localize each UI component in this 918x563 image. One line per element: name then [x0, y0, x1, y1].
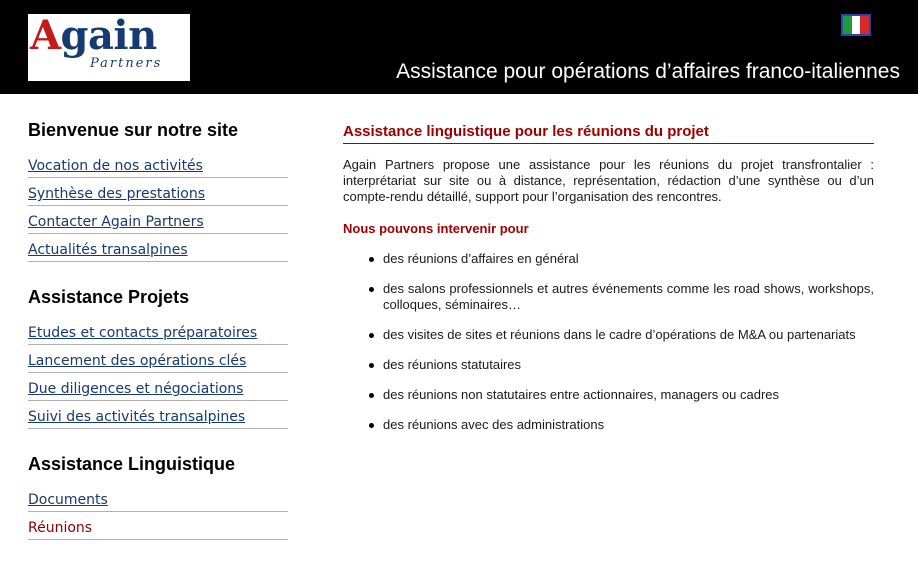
header-bar — [0, 0, 918, 94]
site-title: Assistance pour opérations d’affaires franco-italiennes — [396, 60, 900, 83]
sub-heading: Nous pouvons intervenir pour — [343, 221, 529, 236]
list-item: des visites de sites et réunions dans le cadre d’opérations de M&A ou partenariats — [343, 327, 874, 343]
nav-link-lancement[interactable]: Lancement des opérations clés — [28, 353, 247, 369]
list-item: des réunions non statutaires entre actionnaires, managers ou cadres — [343, 387, 874, 403]
section-title: Assistance Projets — [28, 287, 190, 307]
nav-item — [28, 207, 288, 234]
sidebar-section-projets — [28, 285, 288, 429]
nav-item — [28, 346, 288, 373]
nav-link-contacter[interactable]: Contacter Again Partners — [28, 214, 204, 230]
page-title: Assistance linguistique pour les réunions du projet — [343, 123, 874, 144]
nav-link-vocation[interactable]: Vocation de nos activités — [28, 158, 203, 174]
sidebar — [28, 118, 288, 563]
intro-paragraph: Again Partners propose une assistance pour les réunions du projet transfrontalier : interprétariat sur site ou à distance, représentation, rédaction d’une synthèse ou d’un compte-rendu détaillé, support pour l’organisation des rencontres. — [343, 157, 874, 204]
sidebar-section-linguistique — [28, 452, 288, 540]
bullet-list — [343, 251, 874, 433]
logo[interactable] — [28, 14, 190, 81]
nav-list — [28, 318, 288, 429]
logo-subtitle: Partners — [90, 56, 163, 71]
nav-item — [28, 151, 288, 178]
list-item: des salons professionnels et autres événements comme les road shows, workshops, colloques, séminaires… — [343, 281, 874, 313]
nav-item — [28, 235, 288, 262]
list-item: des réunions avec des administrations — [343, 417, 874, 433]
nav-link-synthese[interactable]: Synthèse des prestations — [28, 186, 206, 202]
main-content — [343, 123, 874, 447]
nav-list — [28, 151, 288, 262]
nav-item — [28, 513, 288, 540]
section-title: Assistance Linguistique — [28, 454, 236, 474]
nav-link-documents[interactable]: Documents — [28, 492, 108, 508]
section-title: Bienvenue sur notre site — [28, 120, 239, 140]
list-item: des réunions statutaires — [343, 357, 874, 373]
sidebar-section-bienvenue — [28, 118, 288, 262]
nav-link-actualites[interactable]: Actualités transalpines — [28, 242, 188, 258]
nav-list — [28, 485, 288, 540]
nav-link-due-diligences[interactable]: Due diligences et négociations — [28, 381, 244, 397]
nav-link-suivi[interactable]: Suivi des activités transalpines — [28, 409, 246, 425]
nav-item — [28, 402, 288, 429]
nav-item — [28, 485, 288, 512]
list-item: des réunions d’affaires en général — [343, 251, 874, 267]
logo-wordmark: Again — [30, 12, 157, 59]
nav-link-etudes[interactable]: Etudes et contacts préparatoires — [28, 325, 258, 341]
nav-item — [28, 318, 288, 345]
nav-link-reunions[interactable]: Réunions — [28, 520, 93, 536]
nav-item — [28, 374, 288, 401]
italian-flag-icon[interactable] — [841, 14, 871, 36]
nav-item — [28, 179, 288, 206]
